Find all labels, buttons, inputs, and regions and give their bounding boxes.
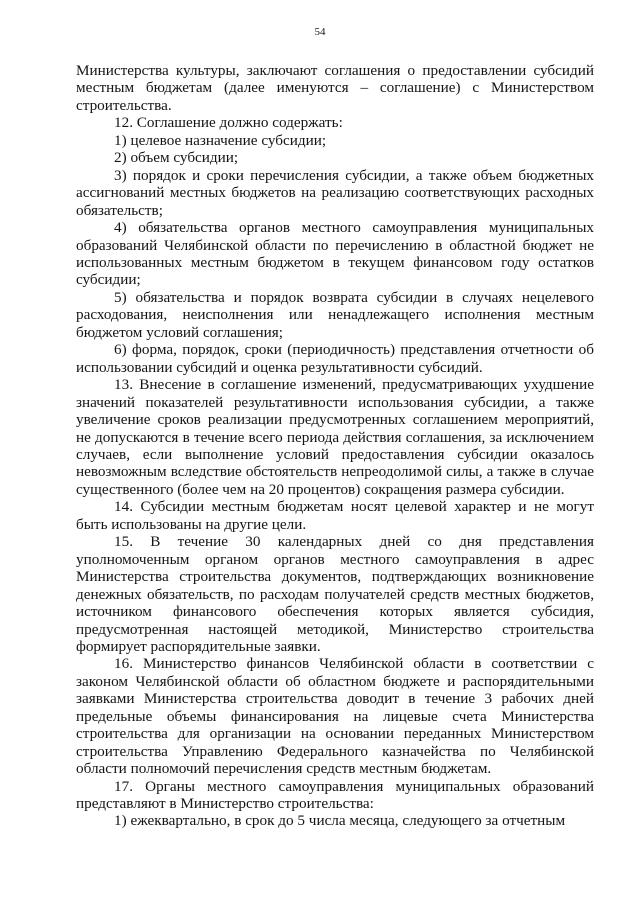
paragraph-14: 14. Субсидии местным бюджетам носят целевой характер и не могут быть использованы на другие цели.: [76, 498, 594, 533]
paragraph-16: 16. Министерство финансов Челябинской области в соответствии с законом Челябинской области об областном бюджете и распорядительными заявками Министерства строительства доводит в течение 3 рабочих дней предельные объемы финансирования на лицевые счета Министерства строительства для организации на основании переданных Министерством строительства Управлению Федерального казначейства по Челябинской области полномочий перечисления средств местным бюджетам.: [76, 655, 594, 778]
paragraph-12-item-1: 1) целевое назначение субсидии;: [114, 131, 327, 149]
paragraph-17-heading: 17. Органы местного самоуправления муниципальных образований представляют в Министерство строительства:: [76, 777, 594, 813]
page-number: 54: [314, 26, 326, 38]
paragraph-12-item-6: 6) форма, порядок, сроки (периодичность) представления отчетности об использовании субсидий и оценка результативности субсидий.: [76, 341, 594, 376]
paragraph-13: 13. Внесение в соглашение изменений, предусматривающих ухудшение значений показателей результативности использования субсидии, а также увеличение сроков реализации предусмотренных соглашением мероприятий, не допускаются в течение всего периода действия соглашения, за исключением случаев, если выполнение условий предоставления субсидии оказалось невозможным вследствие обстоятельств непреодолимой силы, а также в случае существенного (более чем на 20 процентов) сокращения размера субсидии.: [76, 376, 594, 498]
document-body: [76, 62, 594, 830]
paragraph-12-heading: 12. Соглашение должно содержать:: [114, 114, 343, 132]
paragraph-continuation: Министерства культуры, заключают соглашения о предоставлении субсидий местным бюджетам (далее именуются – соглашение) с Министерством строительства.: [76, 62, 594, 114]
paragraph-17-item-1: 1) ежеквартально, в срок до 5 числа месяца, следующего за отчетным: [114, 812, 566, 830]
paragraph-12-item-5: 5) обязательства и порядок возврата субсидии в случаях нецелевого расходования, неисполнения или ненадлежащего исполнения местным бюджетом условий соглашения;: [76, 288, 594, 341]
paragraph-12-item-3: 3) порядок и сроки перечисления субсидии, а также объем бюджетных ассигнований местных бюджетов на реализацию соответствующих расходных обязательств;: [76, 166, 594, 219]
paragraph-12-item-2: 2) объем субсидии;: [114, 149, 239, 167]
paragraph-15: 15. В течение 30 календарных дней со дня представления уполномоченным органом органов местного самоуправления в адрес Министерства строительства документов, подтверждающих возникновение денежных обязательств, по расходам получателей средств местных бюджетов, источником финансового обеспечения которых является субсидия, предусмотренная настоящей методикой, Министерство строительства формирует распорядительные заявки.: [76, 533, 594, 655]
paragraph-12-item-4: 4) обязательства органов местного самоуправления муниципальных образований Челябинской области по перечислению в областной бюджет не использованных местным бюджетом в текущем финансовом году остатков субсидии;: [76, 219, 594, 289]
